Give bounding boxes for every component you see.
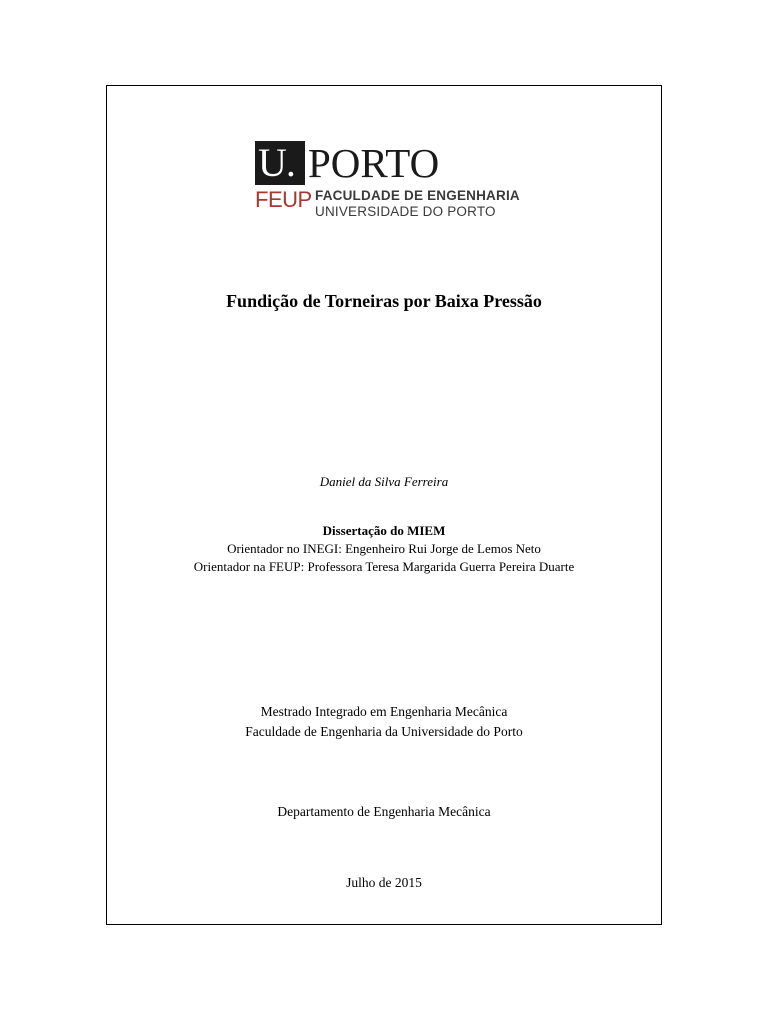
university-logo [255, 141, 525, 223]
supervisor-inegi: Orientador no INEGI: Engenheiro Rui Jorge de Lemos Neto [227, 541, 541, 556]
logo-university-name: PORTO [308, 140, 440, 186]
document-title: Fundição de Torneiras por Baixa Pressão [226, 291, 542, 311]
dissertation-label: Dissertação do MIEM [322, 523, 446, 538]
logo-faculty-name: FACULDADE DE ENGENHARIA [315, 188, 520, 203]
author-name: Daniel da Silva Ferreira [319, 474, 449, 489]
supervisor-feup: Orientador na FEUP: Professora Teresa Margarida Guerra Pereira Duarte [193, 559, 575, 574]
logo-university-mark: U. [255, 141, 305, 185]
submission-date: Julho de 2015 [346, 875, 422, 890]
department-name: Departamento de Engenharia Mecânica [277, 804, 491, 819]
faculty-name: Faculdade de Engenharia da Universidade do Porto [245, 724, 523, 739]
logo-faculty-acronym: FEUP [255, 187, 312, 212]
degree-program: Mestrado Integrado em Engenharia Mecânica [260, 704, 508, 719]
logo-university-subtitle: UNIVERSIDADE DO PORTO [315, 204, 496, 219]
